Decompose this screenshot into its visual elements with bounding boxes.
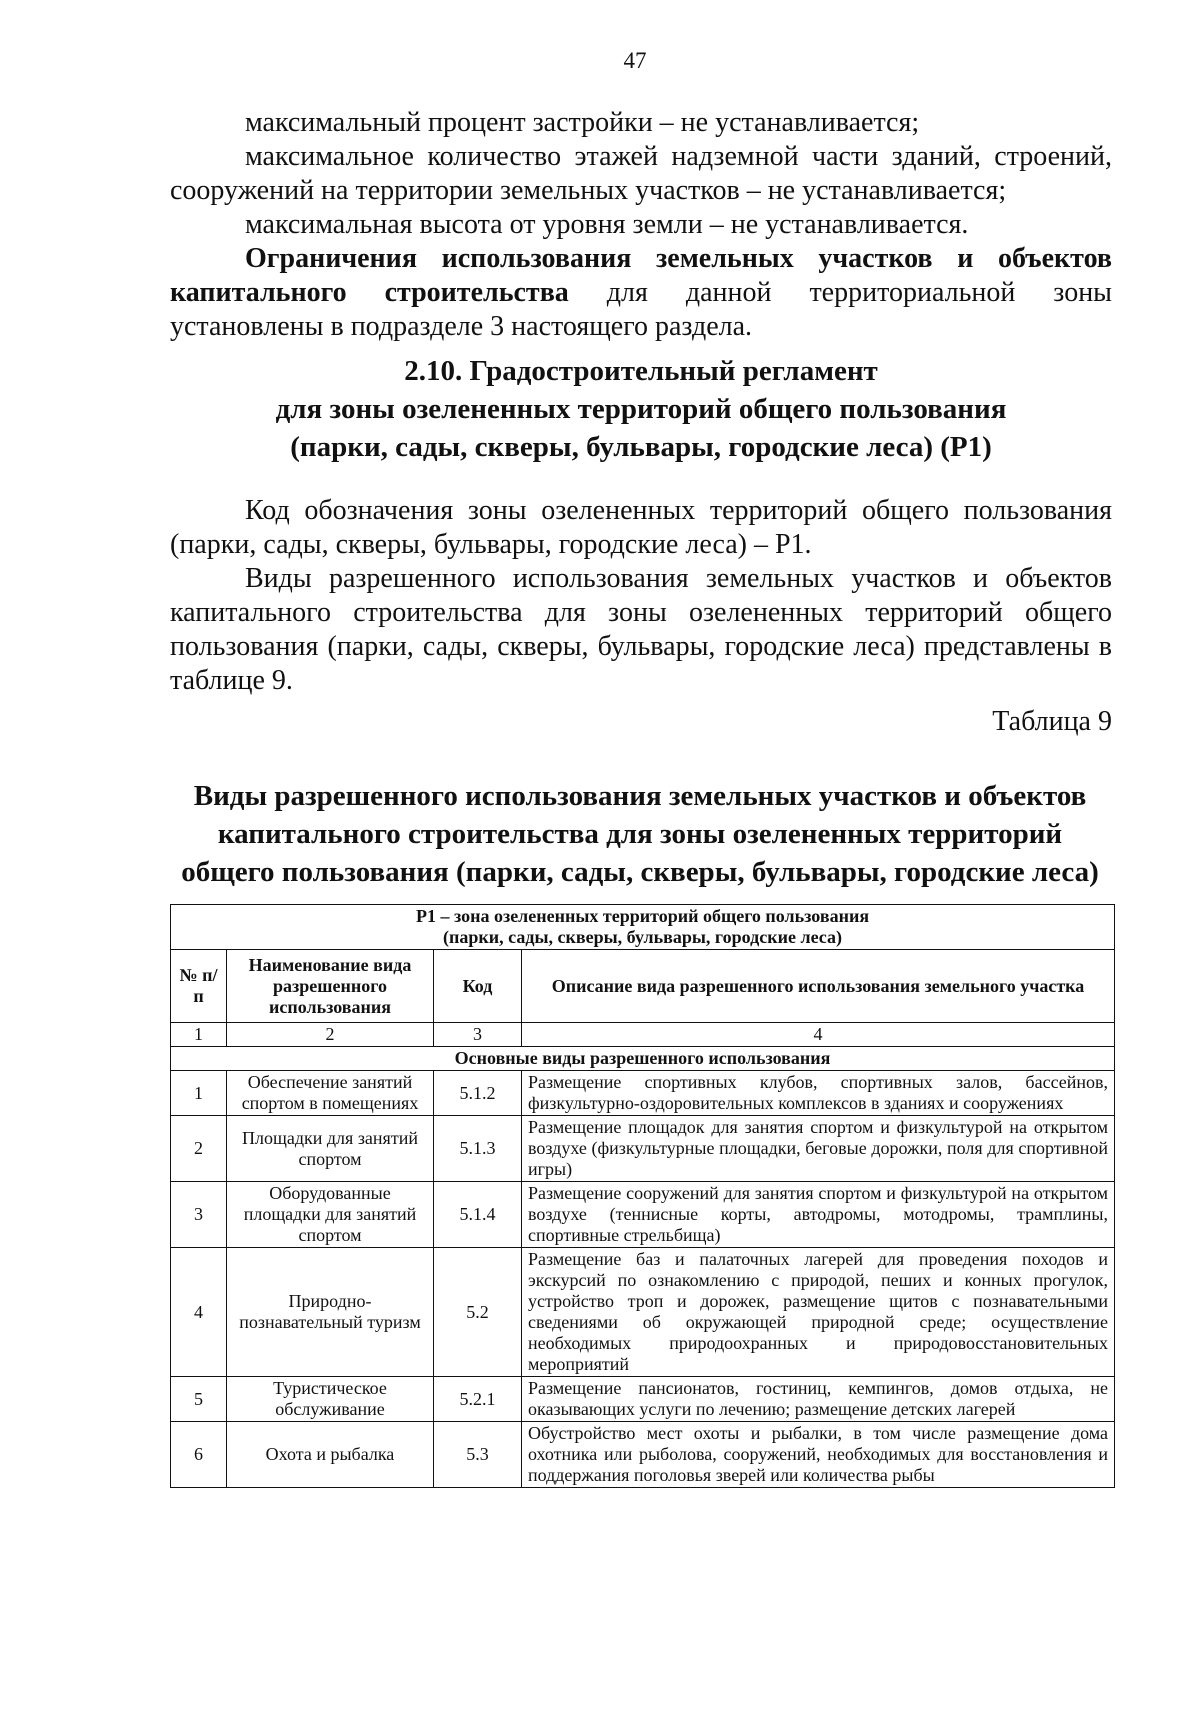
- row-name: Природно-познавательный туризм: [227, 1248, 434, 1377]
- header-num: № п/п: [171, 950, 227, 1023]
- row-name: Оборудованные площадки для занятий спортом: [227, 1182, 434, 1248]
- intro-block: [170, 106, 1112, 344]
- zone-title-line: (парки, сады, скверы, бульвары, городские леса): [443, 927, 842, 947]
- row-code: 5.1.2: [434, 1071, 522, 1116]
- row-code: 5.2: [434, 1248, 522, 1377]
- table-row: [171, 1422, 1115, 1488]
- header-code: Код: [434, 950, 522, 1023]
- row-desc: Размещение сооружений для занятия спортом и физкультурой на открытом воздухе (теннисные корты, автодромы, мотодромы, трамплины, спортивные стрельбища): [522, 1182, 1115, 1248]
- row-code: 5.2.1: [434, 1377, 522, 1422]
- group-title-row: [171, 1047, 1115, 1071]
- zone-title-line: Р1 – зона озелененных территорий общего пользования: [415, 906, 870, 926]
- section-heading: [170, 352, 1112, 466]
- intro-line: максимальное количество этажей надземной части зданий, строений, сооружений на территории земельных участков – не устанавливается;: [170, 141, 1112, 206]
- table-title-line: общего пользования (парки, сады, скверы, бульвары, городские леса): [181, 856, 1099, 888]
- table-label: Таблица 9: [992, 706, 1112, 737]
- zone-title-cell: [171, 905, 1115, 950]
- column-numbers-row: [171, 1023, 1115, 1047]
- column-number: 4: [522, 1023, 1115, 1047]
- group-title: Основные виды разрешенного использования: [171, 1047, 1115, 1071]
- row-desc: Размещение баз и палаточных лагерей для проведения походов и экскурсий по ознакомлению с природой, пеших и конных прогулок, устройство троп и дорожек, размещение щитов с познавательными сведениями об окружающей природной среде; осуществление необходимых природоохранных и природовосстановительных мероприятий: [522, 1248, 1115, 1377]
- column-number: 1: [171, 1023, 227, 1047]
- column-number: 3: [434, 1023, 522, 1047]
- zone-paragraphs: [170, 494, 1112, 698]
- row-code: 5.3: [434, 1422, 522, 1488]
- header-name: Наименование вида разрешенного использования: [227, 950, 434, 1023]
- restrictions-rest: для данной территориальной зоны установлены в подразделе 3 настоящего раздела.: [170, 277, 1112, 342]
- regulation-table: [170, 904, 1115, 1488]
- zone-title-row: [171, 905, 1115, 950]
- column-number: 2: [227, 1023, 434, 1047]
- row-num: 1: [171, 1071, 227, 1116]
- section-heading-line: 2.10. Градостроительный регламент: [404, 355, 878, 387]
- row-name: Площадки для занятий спортом: [227, 1116, 434, 1182]
- zone-uses-paragraph: Виды разрешенного использования земельных участков и объектов капитального строительства для зоны озелененных территорий общего пользования (парки, сады, скверы, бульвары, городские леса) представлены в таблице 9.: [170, 563, 1112, 696]
- restrictions-paragraph: [170, 242, 1112, 344]
- table-row: [171, 1071, 1115, 1116]
- row-desc: Размещение пансионатов, гостиниц, кемпингов, домов отдыха, не оказывающих услуги по лечению; размещение детских лагерей: [522, 1377, 1115, 1422]
- row-code: 5.1.3: [434, 1116, 522, 1182]
- row-num: 5: [171, 1377, 227, 1422]
- table-title-line: Виды разрешенного использования земельных участков и объектов: [193, 780, 1087, 812]
- table-row: [171, 1116, 1115, 1182]
- table-title-line: капитального строительства для зоны озелененных территорий: [217, 818, 1063, 850]
- row-name: Туристическое обслуживание: [227, 1377, 434, 1422]
- row-num: 3: [171, 1182, 227, 1248]
- section-heading-line: для зоны озелененных территорий общего пользования: [275, 393, 1007, 425]
- row-num: 6: [171, 1422, 227, 1488]
- intro-line: максимальная высота от уровня земли – не устанавливается.: [245, 209, 969, 240]
- row-desc: Обустройство мест охоты и рыбалки, в том числе размещение дома охотника или рыболова, сооружений, необходимых для восстановления и поддержания поголовья зверей или количества рыбы: [522, 1422, 1115, 1488]
- header-row: [171, 950, 1115, 1023]
- header-desc: Описание вида разрешенного использования земельного участка: [522, 950, 1115, 1023]
- restrictions-bold: Ограничения использования земельных участков и объектов капитального строительства: [170, 243, 1112, 308]
- section-heading-line: (парки, сады, скверы, бульвары, городские леса) (Р1): [290, 431, 992, 463]
- table-row: [171, 1377, 1115, 1422]
- table-row: [171, 1248, 1115, 1377]
- table-row: [171, 1182, 1115, 1248]
- table-title: [150, 777, 1130, 891]
- row-name: Обеспечение занятий спортом в помещениях: [227, 1071, 434, 1116]
- zone-code-paragraph: Код обозначения зоны озелененных территорий общего пользования (парки, сады, скверы, бульвары, городские леса) – Р1.: [170, 495, 1112, 560]
- row-num: 4: [171, 1248, 227, 1377]
- page-number: 47: [623, 48, 647, 73]
- row-desc: Размещение площадок для занятия спортом и физкультурой на открытом воздухе (физкультурные площадки, беговые дорожки, поля для спортивной игры): [522, 1116, 1115, 1182]
- intro-line: максимальный процент застройки – не устанавливается;: [245, 107, 920, 138]
- row-desc: Размещение спортивных клубов, спортивных залов, бассейнов, физкультурно-оздоровительных комплексов в зданиях и сооружениях: [522, 1071, 1115, 1116]
- row-code: 5.1.4: [434, 1182, 522, 1248]
- row-name: Охота и рыбалка: [227, 1422, 434, 1488]
- row-num: 2: [171, 1116, 227, 1182]
